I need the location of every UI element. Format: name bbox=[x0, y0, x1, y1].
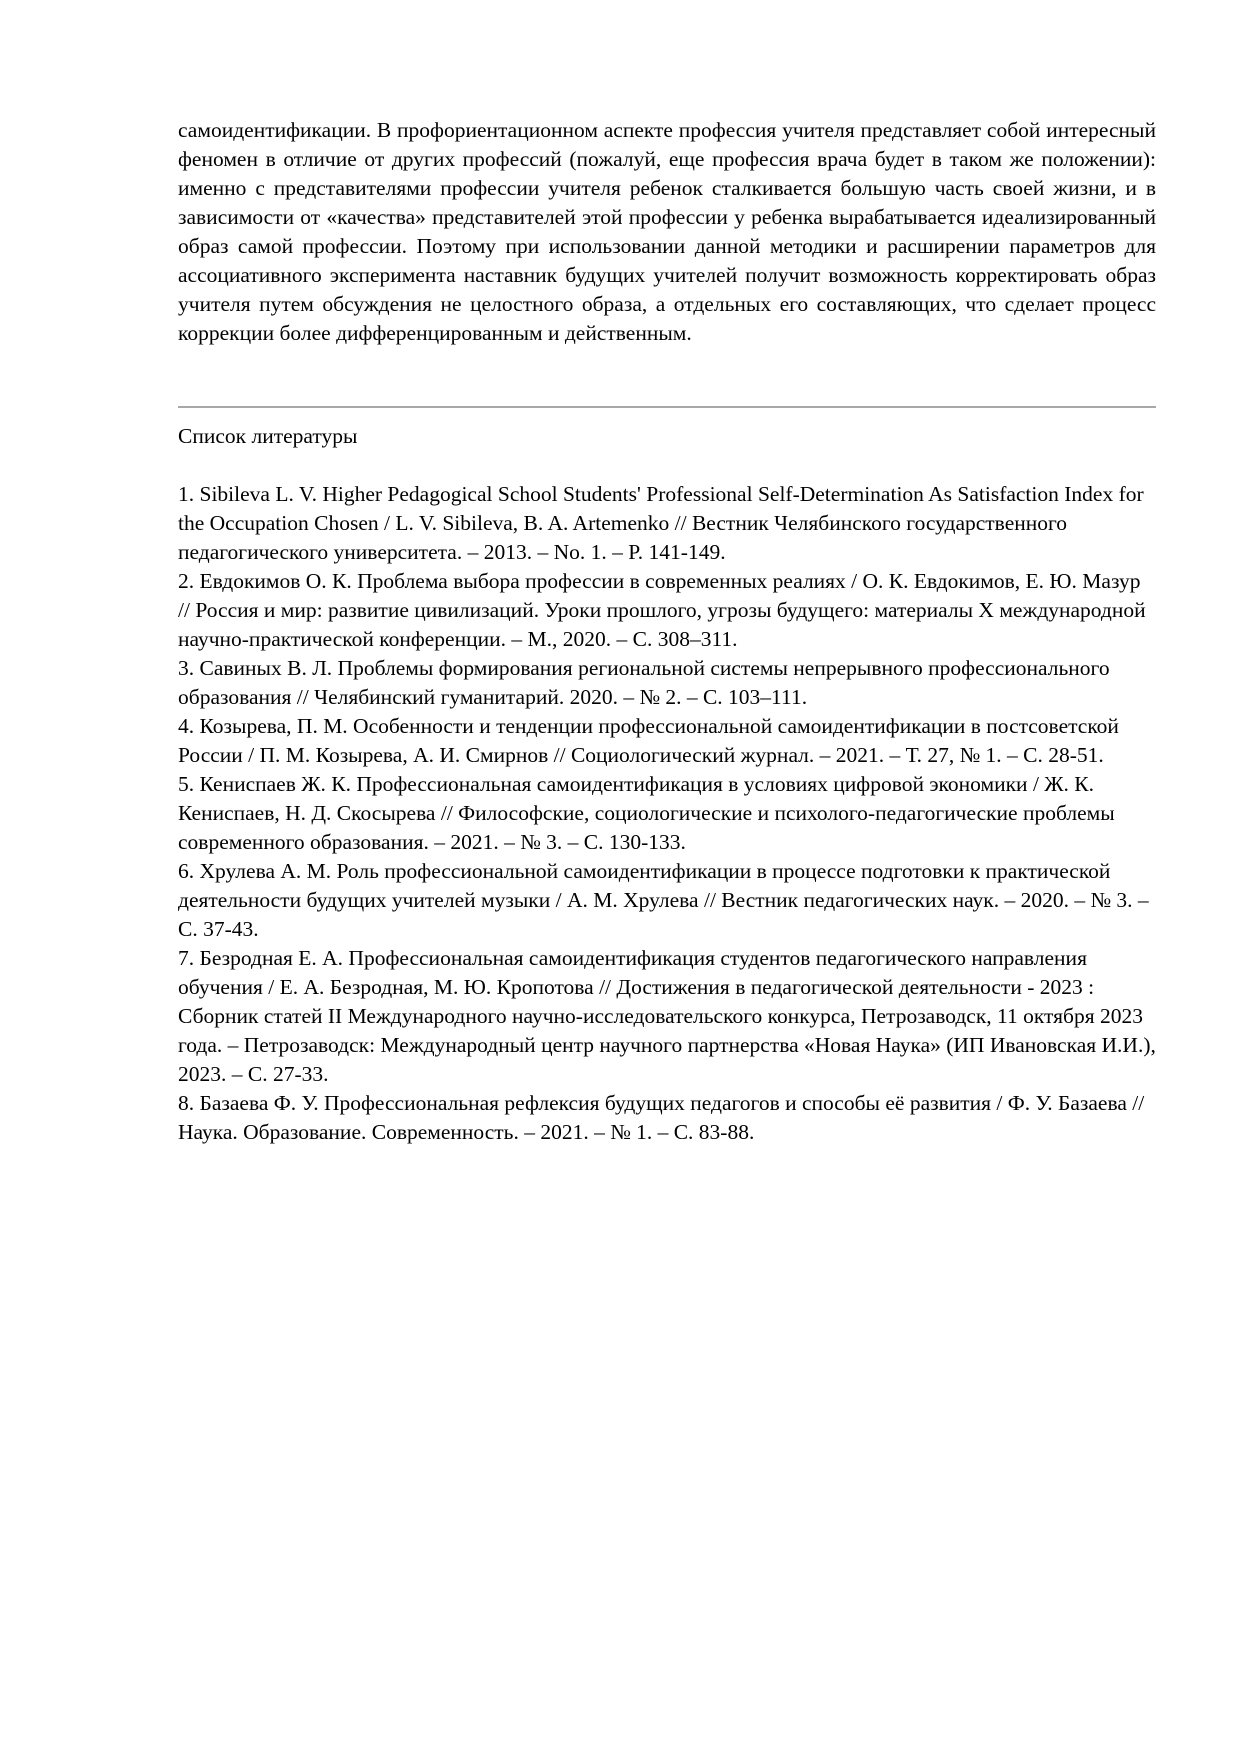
reference-item: 8. Базаева Ф. У. Профессиональная рефлексия будущих педагогов и способы её развития / Ф. У. Базаева // Наука. Образование. Современность. – 2021. – № 1. – С. 83-88. bbox=[178, 1091, 1145, 1144]
reference-item: 4. Козырева, П. М. Особенности и тенденции профессиональной самоидентификации в постсоветской России / П. М. Козырева, А. И. Смирнов // Социологический журнал. – 2021. – Т. 27, № 1. – С. 28-51. bbox=[178, 714, 1119, 767]
reference-item: 2. Евдокимов О. К. Проблема выбора профессии в современных реалиях / О. К. Евдокимов, Е. Ю. Мазур // Россия и мир: развитие цивилизаций. Уроки прошлого, угрозы будущего: материалы X международной научно-практической конференции. – М., 2020. – С. 308–311. bbox=[178, 569, 1146, 651]
footnote-divider bbox=[178, 406, 1156, 408]
reference-item: 1. Sibileva L. V. Higher Pedagogical School Students' Professional Self-Determination As Satisfaction Index for the Occupation Chosen / L. V. Sibileva, B. A. Artemenko // Вестник Челябинского государственного педагогического университета. – 2013. – No. 1. – P. 141-149. bbox=[178, 482, 1144, 564]
reference-item: 6. Хрулева А. М. Роль профессиональной самоидентификации в процессе подготовки к практической деятельности будущих учителей музыки / А. М. Хрулева // Вестник педагогических наук. – 2020. – № 3. – С. 37-43. bbox=[178, 859, 1149, 941]
references-title: Список литературы bbox=[178, 424, 358, 448]
document-page bbox=[178, 116, 1156, 1147]
references-list bbox=[178, 480, 1156, 1147]
reference-item: 5. Кениспаев Ж. К. Профессиональная самоидентификация в условиях цифровой экономики / Ж. К. Кениспаев, Н. Д. Скосырева // Философские, социологические и психолого-педагогические проблемы современного образования. – 2021. – № 3. – С. 130-133. bbox=[178, 772, 1115, 854]
reference-item: 7. Безродная Е. А. Профессиональная самоидентификация студентов педагогического направления обучения / Е. А. Безродная, М. Ю. Кропотова // Достижения в педагогической деятельности - 2023 : Сборник статей II Международного научно-исследовательского конкурса, Петрозаводск, 11 октября 2023 года. – Петрозаводск: Международный центр научного партнерства «Новая Наука» (ИП Ивановская И.И.), 2023. – С. 27-33. bbox=[178, 946, 1156, 1086]
reference-item: 3. Савиных В. Л. Проблемы формирования региональной системы непрерывного профессионального образования // Челябинский гуманитарий. 2020. – № 2. – С. 103–111. bbox=[178, 656, 1110, 709]
body-paragraph: самоидентификации. В профориентационном аспекте профессия учителя представляет собой интересный феномен в отличие от других профессий (пожалуй, еще профессия врача будет в таком же положении): именно с представителями профессии учителя ребенок сталкивается большую часть своей жизни, и в зависимости от «качества» представителей этой профессии у ребенка вырабатывается идеализированный образ самой профессии. Поэтому при использовании данной методики и расширении параметров для ассоциативного эксперимента наставник будущих учителей получит возможность корректировать образ учителя путем обсуждения не целостного образа, а отдельных его составляющих, что сделает процесс коррекции более дифференцированным и действенным. bbox=[178, 118, 1156, 345]
